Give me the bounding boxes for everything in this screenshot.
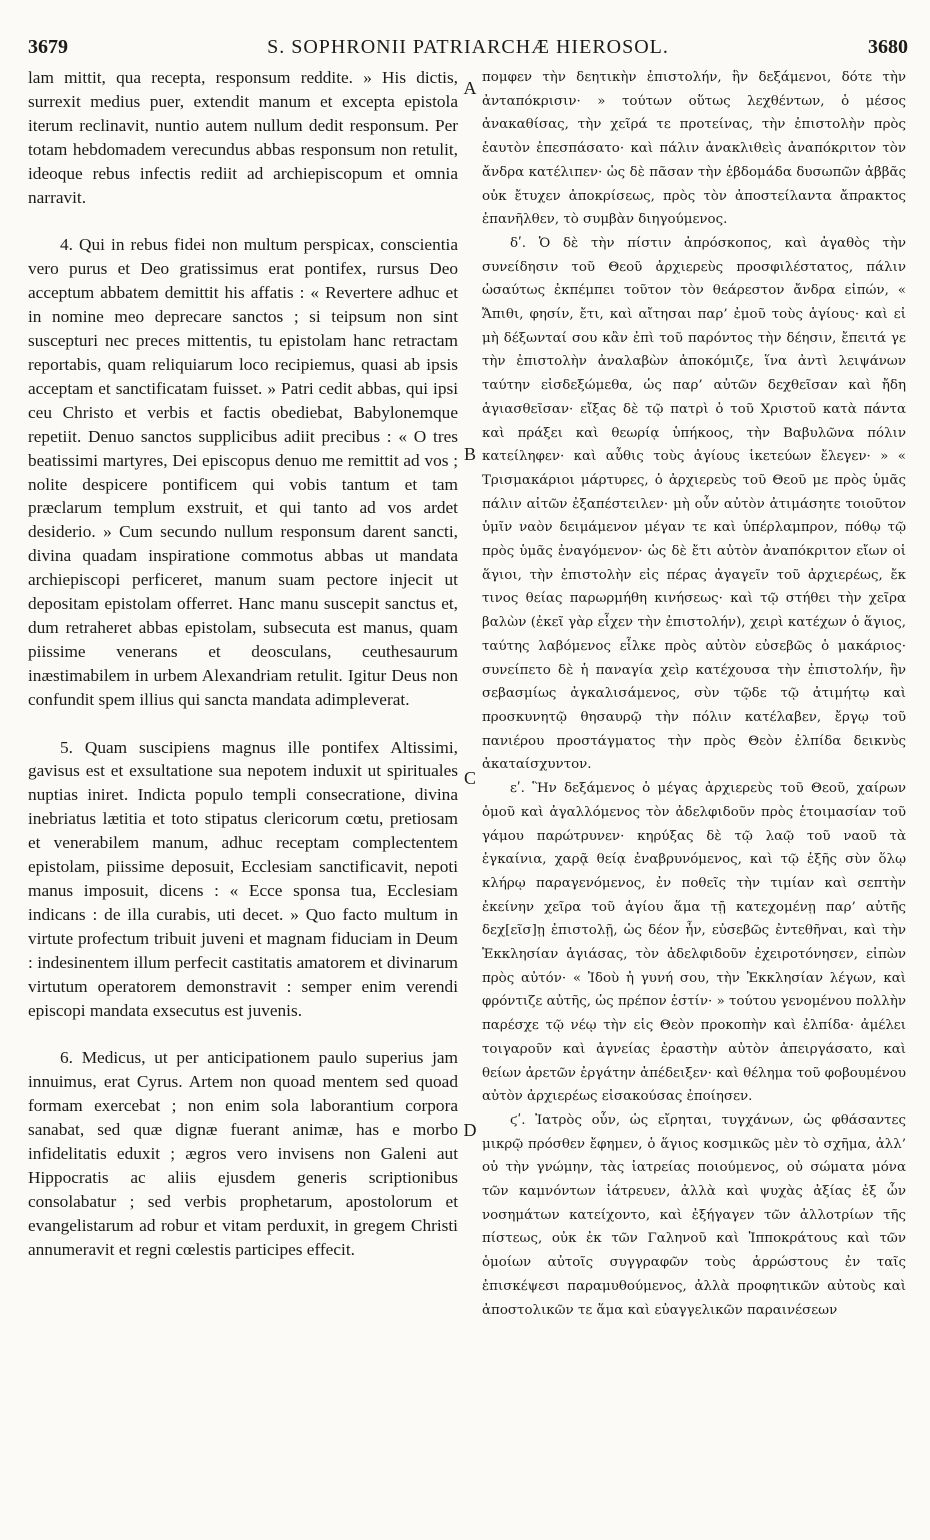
page-number-right: 3680 (868, 36, 908, 58)
latin-paragraph: lam mittit, qua recepta, responsum reddite. » His dictis, surrexit medius puer, extendit manum et excepta epistola iterum reclinavit, nuntio autem nullum dedit responsum. Per totam hebdomadem verecundus abbas responsum non retulit, ideoque rebus infectis rediit ad archiepiscopum et omnia narravit. (28, 68, 458, 207)
latin-paragraph: 6. Medicus, ut per anticipationem paulo superius jam innuimus, erat Cyrus. Artem non quoad mentem sed quoad formam exercebat ; non enim sola laborantium corpora sanabat, sed quæ dignæ fuerant animæ, has e morbo infidelitatis eduxit ; ægros vero invisens non Galeni aut Hippocratis ac aliis ejusdem generis scriptionibus consolabatur ; sed verbis prophetarum, apostolorum et evangelistarum ad robur et vitam perduxit, in gregem Christi annumeravit et regni cœlestis participes effecit. (28, 1048, 458, 1259)
latin-column (28, 66, 458, 1504)
greek-paragraph: πομφεν τὴν δεητικὴν ἐπιστολήν, ἣν δεξάμενοι, δότε τὴν ἀνταπόκρισιν· » τούτων οὕτως λεχθέντων, ὁ μέσος ἀνακαθίσας, τὴν χεῖρά τε προτείνας, τὴν ἐπιστολὴν πρὸς ἑαυτὸν ἐπεσπάσατο· καὶ πάλιν ἀνακλιθεὶς ἀναπόκριτον τὸν ἄνδρα κατέλιπεν· ὡς δὲ πᾶσαν τὴν ἑβδομάδα δυσωπῶν ἀββᾶς οὐκ ἔτυχεν ἀποκρίσεως, πρὸς τὸν ἀποστείλαντα ἄπρακτος ἐπανῆλθεν, τὸ συμβὰν διηγούμενος. (482, 70, 906, 228)
margin-letter-a: A (463, 78, 477, 98)
greek-paragraph: δʹ. Ὁ δὲ τὴν πίστιν ἀπρόσκοπος, καὶ ἀγαθὸς τὴν συνείδησιν τοῦ Θεοῦ ἀρχιερεὺς προσφιλέστατος, πάλιν ὡσαύτως ἐκπέμπει τοῦτον τὸν θεάρεστον ἄνδρα εἰπών, « Ἄπιθι, φησίν, ἔτι, καὶ αἴτησαι παρ’ ἐμοῦ τοὺς ἁγίους· καὶ εἰ μὴ δέξωνταί σου κἂν ἐπὶ τοῦ παρόντος τὴν δέησιν, ἔπειτά γε τὴν ἐπιστολὴν ἀναλαβὼν ἀποκόμιζε, ἵνα ἀντὶ λειψάνων ταύτην εἰσδεξώμεθα, ὡς παρ’ αὐτῶν δεχθεῖσαν καὶ ἤδη ἁγιασθεῖσαν· εἴξας δὲ τῷ πατρὶ ὁ τοῦ Χριστοῦ κατὰ πάντα καὶ πράξει καὶ θεωρίᾳ ὑπήκοος, τὴν Βαβυλῶνα πόλιν κατείληφεν· καὶ αὖθις τοὺς ἁγίους ἱκετεύων ἔλεγεν· » « Τρισμακάριοι μάρτυρες, ὁ ἀρχιερεὺς τοῦ Θεοῦ με πρὸς ὑμᾶς πάλιν αἰτῶν ἐξαπέστειλεν· μὴ οὖν αὐτὸν ἀτιμάσητε τοιοῦτον ὑμῖν ναὸν δειμάμενον μέγαν τε καὶ ὑπέρλαμπρον, πόθῳ τῷ πρὸς ὑμᾶς ἐναγόμενον· ὡς δὲ ἔτι αὐτὸν ἀναπόκριτον εἴων οἱ ἅγιοι, τὴν ἐπιστολὴν εἰς πέρας ἀγαγεῖν τοῦ ἀρχιερέως, ἔκ τινος θείας παρωρμήθη κινήσεως· καὶ τῷ στήθει τὴν χεῖρα βαλὼν (ἐκεῖ γὰρ εἶχεν τὴν ἐπιστολήν), χειρὶ κατέχων ὁ ἅγιος, ταύτης λαβόμενος εἷλκε πρὸς αὐτὸν εὐσεβῶς ὁ μακάριος· συνείπετο δὲ ἡ παναγία χεὶρ κατέχουσα τὴν ἐπιστολήν, ἣν σεβασμίως ἀγκαλισάμενος, σὺν τῷδε τῷ ἀτιμήτῳ καὶ προσκυνητῷ θησαυρῷ τὴν πόλιν κατέλαβεν, ἔργῳ τοῦ πανιέρου προστάγματος τὴν πρὸς Θεὸν ἐλπίδα δεικνὺς ἀκαταίσχυντον. (482, 235, 906, 773)
margin-letter-d: D (463, 1120, 477, 1140)
greek-column (482, 66, 906, 1504)
running-title: S. SOPHRONII PATRIARCHÆ HIEROSOL. (267, 36, 669, 58)
greek-paragraph: ϛʹ. Ἰατρὸς οὖν, ὡς εἴρηται, τυγχάνων, ὡς φθάσαντες μικρῷ πρόσθεν ἔφημεν, ὁ ἅγιος κοσμικῶς μὲν τὸ σχῆμα, ἀλλ’ οὐ τὴν γνώμην, τὰς ἰατρείας ποιούμενος, οὐ σώματα μόνα τῶν καμνόντων ἰάτρευεν, ἀλλὰ καὶ ψυχὰς ἀξίας ἐξ ὧν νοσημάτων κατείχοντο, καὶ ἐξήγαγεν τῶν ἀλλοτρίων τῆς πίστεως, οὐκ ἐκ τῶν Γαληνοῦ καὶ Ἱπποκράτους καὶ τῶν ὁμοίων αὐτοῖς συγγραφῶν τοὺς ἀρρώστους ἐν ταῖς ἐπισκέψεσι παραμυθούμενος, ἀλλὰ προφητικῶν αὐτοὺς καὶ ἀποστολικῶν τε ἅμα καὶ εὐαγγελικῶν παραινέσεων (482, 1112, 906, 1318)
latin-paragraph: 4. Qui in rebus fidei non multum perspicax, conscientia vero purus et Deo gratissimus erat pontifex, rursus Deo acceptum abbatem demittit his affatis : « Revertere adhuc et in nomine meo deprecare sanctos ; si teipsum non sint suscepturi nec preces mittentis, tu epistolam hanc retractam reportabis, quam reliquiarum loco recipiemus, quasi ab ipsis acceptam et sanctificatam fuisset. » Patri cedit abbas, qui ipsi ceu Christo et verbis et factis obediebat, Babylonemque repetiit. Denuo sanctos supplicibus adiit precibus : « O tres beatissimi martyres, Dei episcopus denuo me remittit ad vos ; nolite despicere pontificem qui vobis tantum et tam præclarum templum exstruit, et qui tanto ad vos ardet desiderio. » Cum secundo nullum responsum darent sancti, divina quadam inspiratione commotus abbas ut mandata archiepiscopi perficeret, manum suam pectore injecit ut depositam epistolam offerret. Hanc manu suscepit sanctus et, dum retraheret abbas epistolam, subsecuta est manus, quam piissime venerans et deosculans, ceuthesaurum inæstimabilem in urbem Alexandriam retulit. Igitur Deus non confundit spem illius qui sancta mandata adimpleverat. (28, 235, 458, 709)
running-header (28, 34, 908, 62)
margin-letter-b: B (463, 444, 476, 464)
margin-letter-c: C (463, 768, 476, 788)
page-number-left: 3679 (28, 36, 68, 58)
latin-paragraph: 5. Quam suscipiens magnus ille pontifex Altissimi, gavisus est et exsultatione sua nepotem induxit ut spirituales nuptias iniret. Indicta populo templi consecratione, divina inebriatus lætitia et toto stipatus clericorum cœtu, pretiosam et venerabilem manum, adhuc receptam complectentem epistolam, piissime deposuit, Ecclesiam sanctificavit, nepoti manus imposuit, dicens : « Ecce sponsa tua, Ecclesiam indicans : de illa curabis, uti decet. » Quo facto multum in virtute profectum tribuit juveni et magnam fiduciam in Deum : indesinentem illum perfecit castitatis amatorem et divinarum virtutum operatorem demonstravit : semper enim verendi episcopi mandata exsecutus est juvenis. (28, 737, 458, 1020)
greek-paragraph: εʹ. Ἣν δεξάμενος ὁ μέγας ἀρχιερεὺς τοῦ Θεοῦ, χαίρων ὁμοῦ καὶ ἀγαλλόμενος τὸν ἀδελφιδοῦν πρὸς ἑτοιμασίαν τοῦ γάμου παρώτρυνεν· κηρύξας δὲ τῷ λαῷ τοῦ ναοῦ τὰ ἐγκαίνια, χαρᾷ θείᾳ ἐναβρυνόμενος, καὶ τῷ ἑξῆς σὺν ὅλῳ κλήρῳ παραγενόμενος, ἐν ποθεῖς τὴν τιμίαν καὶ σεπτὴν ἐκείνην χεῖρα τοῦ ἁγίου ἅμα τῇ κατεχομένῃ παρ’ αὐτῆς δεχ[εῖσ]ῃ ἐπιστολῇ, ὡς δέον ἦν, εὐσεβῶς ἐντεθῆναι, καὶ τὴν Ἐκκλησίαν ἁγιάσας, τὸν ἀδελφιδοῦν ἐχειροτόνησεν, εἰπὼν πρὸς αὐτόν· « Ἰδοὺ ἡ γυνή σου, τὴν Ἐκκλησίαν λέγων, καὶ φρόντιζε αὐτῆς, ὡς πρέπον ἐστίν· » τούτου γενομένου πολλὴν παρέσχε τῷ νέῳ τὴν εἰς Θεὸν προκοπὴν καὶ ἐλπίδα· ἀμέλει τοιγαροῦν καὶ ἁγνείας ἐραστὴν αὐτὸν ἀπειργάσατο, καὶ θείων ἀρετῶν ἐργάτην ἀπέδειξεν· καὶ θέλημα τοῦ φοβουμένου αὐτὸν ἀρχιερέως εἰσακούσας ἐποίησεν. (482, 781, 906, 1105)
